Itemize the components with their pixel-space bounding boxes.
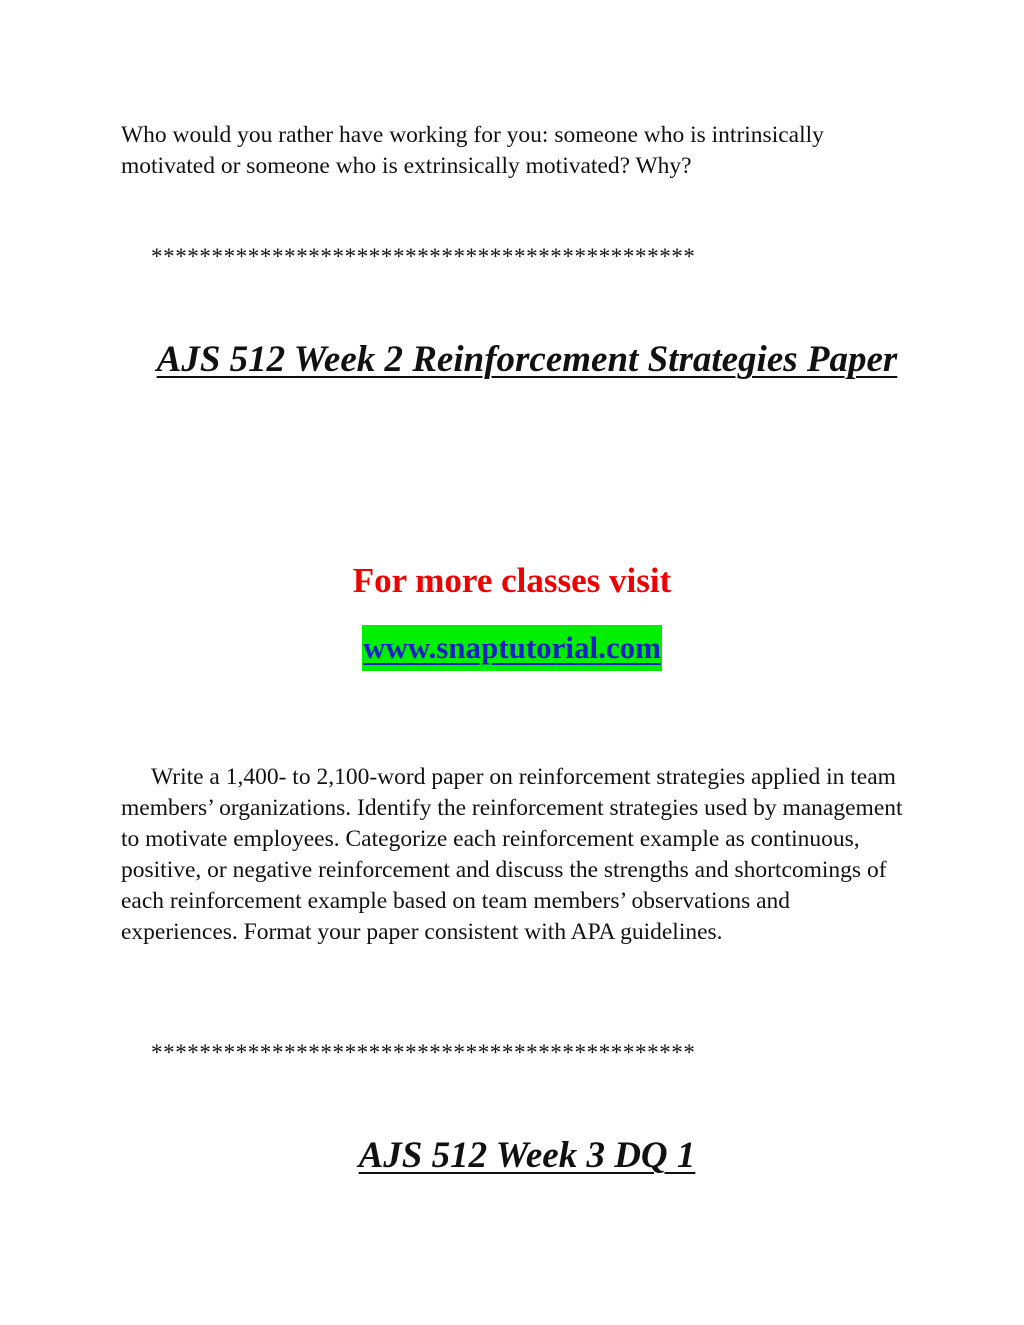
promo-link-container [0, 625, 1024, 671]
week2-paper-heading-text: AJS 512 Week 2 Reinforcement Strategies Paper [156, 339, 898, 380]
snaptutorial-link[interactable]: www.snaptutorial.com [362, 625, 662, 671]
intro-question-paragraph: Who would you rather have working for you: someone who is intrinsically motivated or someone who is extrinsically motivated? Why? [121, 122, 824, 179]
week3-dq1-heading [15, 1134, 1024, 1178]
week2-paper-heading [15, 338, 1024, 382]
week3-dq1-heading-text: AJS 512 Week 3 DQ 1 [358, 1135, 696, 1176]
promo-text: For more classes visit [352, 561, 672, 600]
assignment-description-paragraph: Write a 1,400- to 2,100-word paper on reinforcement strategies applied in team members’ organizations. Identify the reinforcement strategies used by management to motivate employees. Categorize each reinforcement example as continuous, positive, or negative reinforcement and discuss the strengths and shortcomings of each reinforcement example based on team members’ observations and experiences. Format your paper consistent with APA guidelines. [121, 764, 903, 945]
separator-stars-1: ********************************************* [151, 244, 696, 269]
separator-stars-2: ********************************************* [151, 1040, 696, 1065]
